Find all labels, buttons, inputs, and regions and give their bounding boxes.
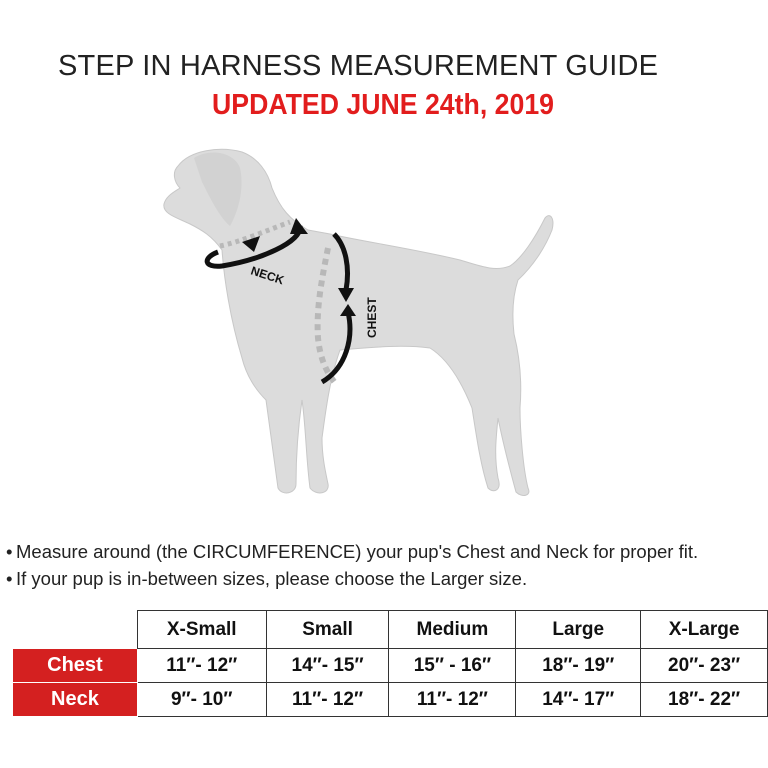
size-header-small: Small	[266, 611, 389, 649]
size-table	[12, 610, 768, 717]
updated-date: UPDATED JUNE 24th, 2019	[212, 89, 555, 121]
neck-label: NECK	[249, 263, 286, 288]
table-cell: 20″- 23″	[641, 649, 768, 683]
table-cell: 11″- 12″	[389, 683, 516, 717]
dog-illustration	[150, 138, 570, 508]
table-cell: 18″- 22″	[641, 683, 768, 717]
page-title: STEP IN HARNESS MEASUREMENT GUIDE	[58, 50, 659, 82]
dog-diagram	[150, 138, 570, 508]
size-header-large: Large	[516, 611, 641, 649]
size-header-medium: Medium	[389, 611, 516, 649]
table-row-chest	[13, 649, 768, 683]
table-cell: 14″- 15″	[266, 649, 389, 683]
table-cell: 14″- 17″	[516, 683, 641, 717]
size-header-xlarge: X-Large	[641, 611, 768, 649]
instruction-item: • If your pup is in-between sizes, please choose the Larger size.	[6, 568, 528, 589]
size-header-row	[13, 611, 768, 649]
instruction-list	[6, 538, 698, 592]
table-cell: 18″- 19″	[516, 649, 641, 683]
table-cell: 11″- 12″	[137, 649, 266, 683]
row-label-chest: Chest	[13, 649, 138, 683]
size-header-xsmall: X-Small	[137, 611, 266, 649]
table-cell: 9″- 10″	[137, 683, 266, 717]
chest-label: CHEST	[365, 297, 379, 338]
table-cell: 15″ - 16″	[389, 649, 516, 683]
instruction-item: • Measure around (the CIRCUMFERENCE) your pup's Chest and Neck for proper fit.	[6, 541, 699, 562]
table-row-neck	[13, 683, 768, 717]
table-corner	[13, 611, 138, 649]
table-cell: 11″- 12″	[266, 683, 389, 717]
row-label-neck: Neck	[13, 683, 138, 717]
